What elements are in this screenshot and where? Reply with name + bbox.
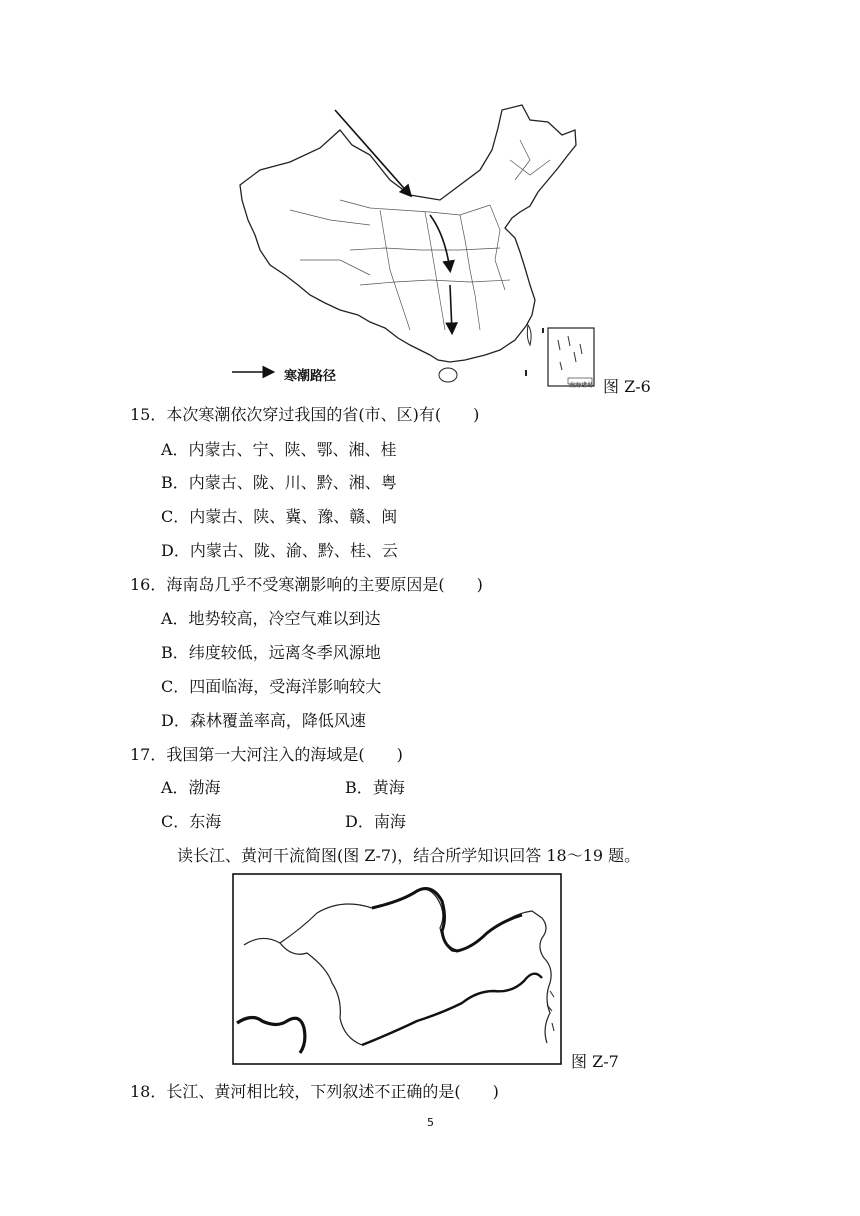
figure-z6-label: 图 Z-6 — [603, 377, 651, 396]
question-16-stem: 16．海南岛几乎不受寒潮影响的主要原因是( ) — [130, 575, 483, 594]
question-15-option-a: A．内蒙古、宁、陕、鄂、湘、桂 — [161, 440, 397, 459]
question-17-option-d: D．南海 — [345, 812, 406, 831]
yellow-river — [372, 889, 522, 951]
page-number: 5 — [427, 1116, 434, 1129]
question-15-option-c: C．内蒙古、陕、冀、豫、赣、闽 — [161, 507, 398, 526]
china-map-figure — [230, 100, 610, 390]
question-16-option-b: B．纬度较低，远离冬季风源地 — [161, 643, 381, 662]
taiwan-island — [527, 325, 531, 345]
question-17-stem: 17．我国第一大河注入的海域是( ) — [130, 745, 403, 764]
hainan-island — [439, 368, 457, 382]
question-17-option-b: B．黄海 — [345, 778, 405, 797]
figure-z7-label: 图 Z-7 — [571, 1052, 619, 1071]
question-17-option-c: C．东海 — [161, 812, 222, 831]
question-15-option-d: D．内蒙古、陇、渝、黔、桂、云 — [161, 541, 398, 560]
intro-18-19: 读长江、黄河干流简图(图 Z-7)，结合所学知识回答 18～19 题。 — [177, 846, 641, 865]
south-china-sea-inset — [548, 328, 594, 386]
cold-wave-arrow-1 — [335, 110, 410, 195]
question-15-stem: 15．本次寒潮依次穿过我国的省(市、区)有( ) — [130, 405, 480, 424]
legend-label: 寒潮路径 — [284, 369, 337, 384]
rivers-figure — [232, 873, 562, 1065]
question-15-option-b: B．内蒙古、陇、川、黔、湘、粤 — [161, 473, 397, 492]
yangtze-river-lower — [362, 974, 542, 1045]
cold-wave-arrow-3 — [450, 285, 452, 332]
question-17-option-a: A．渤海 — [161, 778, 221, 797]
inset-caption: 南海诸岛 — [569, 382, 594, 389]
yangtze-river — [237, 1017, 305, 1053]
cold-wave-arrow-2 — [430, 215, 450, 270]
question-16-option-d: D．森林覆盖率高，降低风速 — [161, 711, 366, 730]
question-16-option-a: A．地势较高，冷空气难以到达 — [161, 609, 381, 628]
question-18-stem: 18．长江、黄河相比较，下列叙述不正确的是( ) — [130, 1082, 499, 1101]
question-16-option-c: C．四面临海，受海洋影响较大 — [161, 677, 382, 696]
